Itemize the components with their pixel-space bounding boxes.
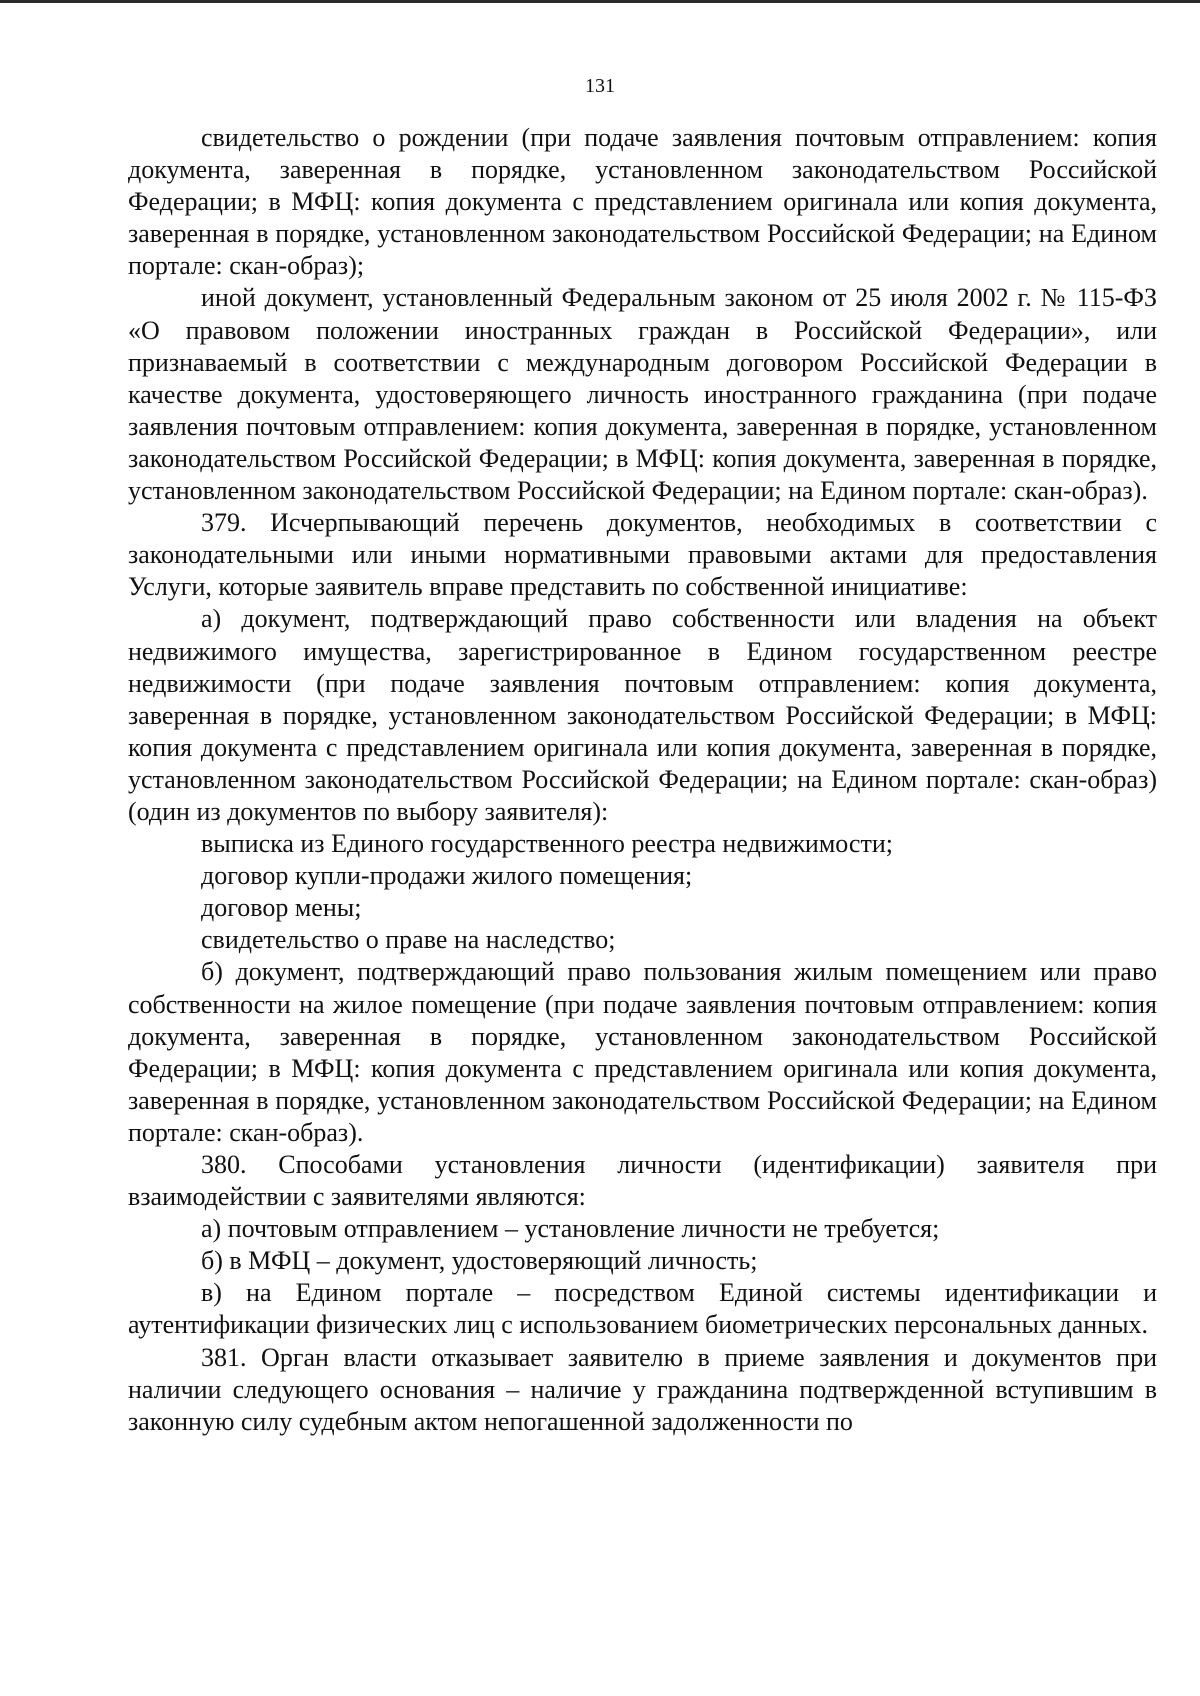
paragraph-birth-certificate: свидетельство о рождении (при подаче заявления почтовым отправлением: копия документа, заверенная в порядке, установленном законодательством Российской Федерации; в МФЦ: копия документа с представлением оригинала или копия документа, заверенная в порядке, установленном законодательством Российской Федерации; на Едином портале: скан-образ); [128,123,1157,281]
paragraph-380-c: в) на Едином портале – посредством Единой системы идентификации и аутентификации физических лиц с использованием биометрических персональных данных. [128,1278,1157,1340]
paragraph-380-a: а) почтовым отправлением – установление личности не требуется; [201,1214,940,1244]
paragraph-379-a: а) документ, подтверждающий право собственности или владения на объект недвижимого имущества, зарегистрированное в Едином государственном реестре недвижимости (при подаче заявления почтовым отправлением: копия документа, заверенная в порядке, установленном законодательством Российской Федерации; в МФЦ: копия документа с представлением оригинала или копия документа, заверенная в порядке, установленном законодательством Российской Федерации; на Едином портале: скан-образ) (один из документов по выбору заявителя): [128,604,1157,826]
paragraph-379-b: б) документ, подтверждающий право пользования жилым помещением или право собственности на жилое помещение (при подаче заявления почтовым отправлением: копия документа, заверенная в порядке, установленном законодательством Российской Федерации; в МФЦ: копия документа с представлением оригинала или копия документа, заверенная в порядке, установленном законодательством Российской Федерации; на Едином портале: скан-образ). [128,957,1157,1147]
list-item-inheritance-certificate: свидетельство о праве на наследство; [201,925,616,955]
list-item-sale-contract: договор купли-продажи жилого помещения; [201,861,693,891]
top-border-line [0,0,1200,3]
paragraph-381: 381. Орган власти отказывает заявителю в приеме заявления и документов при наличии следующего основания – наличие у гражданина подтвержденной вступившим в законную силу судебным актом непогашенной задолженности по [128,1342,1157,1436]
page-number: 131 [585,75,615,97]
list-item-exchange-contract: договор мены; [201,893,362,923]
list-item-registry-extract: выписка из Единого государственного реестра недвижимости; [201,829,893,859]
paragraph-380-b: б) в МФЦ – документ, удостоверяющий личность; [201,1246,758,1276]
paragraph-foreign-identity-document: иной документ, установленный Федеральным законом от 25 июля 2002 г. № 115-ФЗ «О правовом положении иностранных граждан в Российской Федерации», или признаваемый в соответствии с международным договором Российской Федерации в качестве документа, удостоверяющего личность иностранного гражданина (при подаче заявления почтовым отправлением: копия документа, заверенная в порядке, установленном законодательством Российской Федерации; в МФЦ: копия документа, заверенная в порядке, установленном законодательством Российской Федерации; на Едином портале: скан-образ). [128,283,1157,506]
paragraph-379: 379. Исчерпывающий перечень документов, необходимых в соответствии с законодательными или иными нормативными правовыми актами для предоставления Услуги, которые заявитель вправе представить по собственной инициативе: [128,508,1157,602]
document-body [128,122,1157,1438]
paragraph-380: 380. Способами установления личности (идентификации) заявителя при взаимодействии с заявителями являются: [128,1150,1157,1212]
